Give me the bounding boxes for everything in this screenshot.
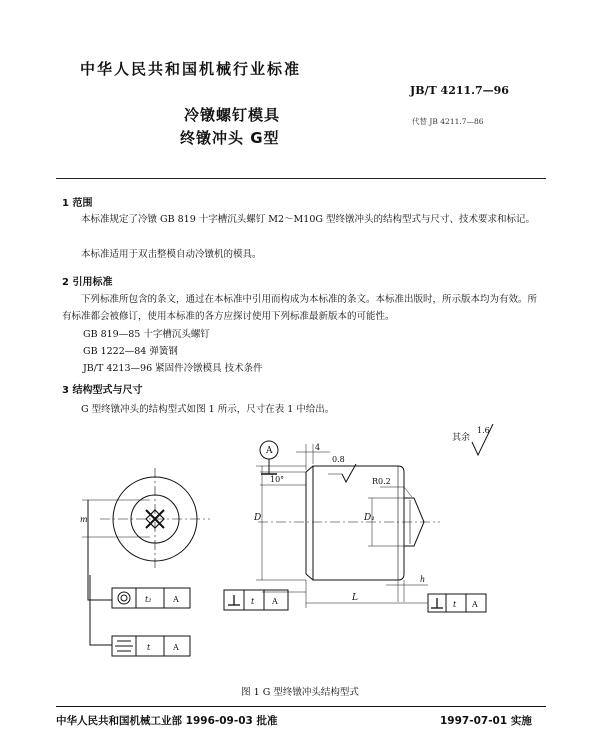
- reference-item: JB/T 4213—96 紧固件冷镦模具 技术条件: [83, 363, 263, 374]
- dim-L: L: [352, 593, 358, 603]
- approval-date: 中华人民共和国机械工业部 1996-09-03 批准: [56, 715, 278, 727]
- symmetry-datum: A: [173, 643, 179, 652]
- concentricity-value: t₂: [145, 595, 152, 604]
- roughness-value: 1.6: [477, 426, 490, 435]
- perpendicularity-value-left: t: [251, 597, 255, 606]
- document-title: 冷镦螺钉模具: [184, 106, 281, 124]
- figure-caption: 图 1 G 型终镦冲头结构型式: [241, 687, 359, 698]
- section-1-para-2: 本标准适用于双击整模自动冷镦机的模具。: [81, 249, 262, 260]
- datum-label: A: [266, 446, 273, 456]
- section-1-heading: 1 范围: [62, 198, 93, 209]
- perpendicularity-value-right: t: [453, 600, 457, 609]
- punch-side-view: [256, 441, 440, 608]
- reference-item: GB 819—85 十字槽沉头螺钉: [83, 329, 210, 340]
- punch-end-view: [82, 468, 210, 645]
- perpendicularity-datum-right: A: [472, 600, 478, 609]
- document-subtitle: 终镦冲头 G型: [180, 129, 280, 147]
- perpendicularity-datum-left: A: [272, 597, 278, 606]
- symmetry-value: t: [147, 643, 151, 652]
- section-2-para-1: 下列标准所包含的条文，通过在本标准中引用而构成为本标准的条文。本标准出版时，所示版本均为有效。所有标准都会被修订，使用本标准的各方应探讨使用下列标准最新版本的可能性。: [62, 294, 538, 322]
- dim-0-8: 0.8: [332, 455, 345, 464]
- dim-D1: D₁: [364, 513, 375, 523]
- replaces-standard: 代替 JB 4211.7—86: [412, 117, 484, 126]
- angle-10: 10°: [270, 475, 285, 484]
- radius-label: R0.2: [372, 477, 391, 486]
- dim-D: D: [254, 513, 262, 523]
- roughness-label: 其余: [452, 433, 471, 443]
- dim-h: h: [420, 575, 426, 584]
- section-1-para-1: 本标准规定了冷镦 GB 819 十字槽沉头螺钉 M2～M10G 型终镦冲头的结构型式与尺寸、技术要求和标记。: [81, 214, 535, 225]
- implementation-date: 1997-07-01 实施: [440, 715, 532, 727]
- reference-item: GB 1222—84 弹簧钢: [83, 346, 178, 357]
- standard-category-title: 中华人民共和国机械行业标准: [80, 60, 302, 78]
- footer-rule: [56, 706, 546, 707]
- section-3-heading: 3 结构型式与尺寸: [62, 385, 143, 396]
- dim-4: 4: [315, 443, 321, 452]
- section-3-para-1: G 型终镦冲头的结构型式如图 1 所示，尺寸在表 1 中给出。: [81, 404, 335, 415]
- section-2-heading: 2 引用标准: [62, 277, 113, 288]
- standard-number: JB/T 4211.7—96: [410, 84, 509, 97]
- dim-m: m: [80, 515, 88, 524]
- concentricity-datum: A: [173, 595, 179, 604]
